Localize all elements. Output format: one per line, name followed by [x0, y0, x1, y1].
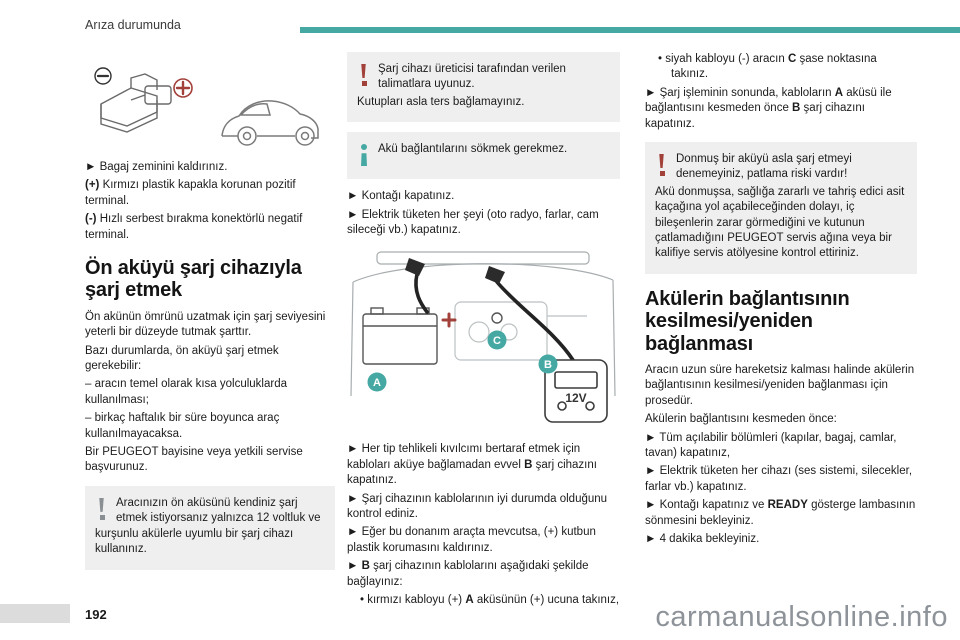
- charge-intro-2: Bazı durumlarda, ön aküyü şarj etmek gerekebilir:: [85, 344, 279, 373]
- instruction-remove-plastic-cover: ► Eğer bu donanım araçta mevcutsa, (+) kutbun plastik korumasını kaldırınız.: [347, 526, 596, 554]
- info-box-text: Akü bağlantılarını sökmek gerekmez.: [378, 143, 568, 156]
- column-middle: [347, 52, 620, 612]
- watermark: carmanualsonline.info: [655, 601, 948, 633]
- warning-icon: [359, 64, 369, 87]
- instruction-ready-lamp: ► Kontağı kapatınız ve READY gösterge lambasının sönmesini bekleyiniz.: [645, 499, 916, 527]
- caution-icon: [97, 498, 107, 521]
- negative-terminal-note: (-) Hızlı serbest bırakma konektörlü negatif terminal.: [85, 213, 303, 241]
- info-box-battery-leads: [347, 132, 620, 179]
- chapter-title: Arıza durumunda: [85, 18, 181, 32]
- instruction-close-openings: ► Tüm açılabilir bölümleri (kapılar, bagaj, camlar, tavan) kapatınız,: [645, 431, 897, 460]
- label-c: [488, 331, 507, 350]
- section-title-disconnect: Akülerin bağlantısının kesilmesi/yeniden bağlanması: [645, 287, 850, 355]
- instruction-wait-4-minutes: ► 4 dakika bekleyiniz.: [645, 533, 760, 546]
- note-box-charger-type: [85, 486, 335, 570]
- charger-voltage-label: 12V: [565, 391, 587, 406]
- section-title-charge: Ön aküyü şarj cihazıyla şarj etmek: [85, 257, 302, 302]
- car-outline: [222, 101, 318, 145]
- positive-terminal-note: (+) Kırmızı plastik kapakla korunan pozitif terminal.: [85, 179, 296, 207]
- column-left: [85, 52, 335, 580]
- instruction-check-cables: ► Şarj cihazının kablolarının iyi durumda olduğunu kontrol ediniz.: [347, 492, 608, 521]
- disconnect-intro: Aracın uzun süre hareketsiz kalması halinde akülerin bağlantısının kesilmesi/yeniden bağlanması için prosedür.: [645, 364, 915, 407]
- instruction-switch-off-consumers: ► Elektrik tüketen her şeyi (oto radyo, farlar, cam sileceği vb.) kapatınız.: [347, 208, 599, 237]
- minus-symbol: [95, 68, 111, 84]
- charge-reason-1: – aracın temel olarak kısa yolculuklarda kullanılması;: [85, 378, 287, 406]
- disconnect-before: Akülerin bağlantısını kesmeden önce:: [645, 413, 837, 426]
- battery-plus-symbol: [443, 314, 455, 326]
- charge-reason-2: – birkaç haftalık bir süre boyunca araç kullanılmayacaksa.: [85, 412, 280, 440]
- warning-box-frozen-battery: [645, 142, 917, 274]
- instruction-end-of-charge: ► Şarj işleminin sonunda, kabloların A aküsü ile bağlantısını kesmeden önce B şarj cihazını kapatınız.: [645, 86, 892, 130]
- frozen-warning-text-1: Donmuş bir aküyü asla şarj etmeyi denemeyiniz, patlama riski vardır!: [676, 153, 852, 181]
- svg-text:A: A: [373, 377, 381, 390]
- frozen-warning-text-2: Akü donmuşsa, sağlığa zararlı ve tahriş edici asit kaçağına yol açabileceğinden dolayı, iç bileşenlerin zarar görmediğini ve kutunun çatlamadığını PEUGEOT servis ağına veya bir kalifiye servis atölyesine kontrol ettiriniz.: [655, 185, 905, 260]
- page-number: 192: [85, 607, 107, 622]
- instruction-lift-boot-floor: ► Bagaj zeminini kaldırınız.: [85, 161, 228, 173]
- info-icon: [359, 144, 369, 167]
- svg-text:C: C: [493, 335, 501, 348]
- terminal-drawing: [101, 74, 171, 132]
- column-right: [645, 52, 917, 551]
- instruction-switch-off-devices: ► Elektrik tüketen her cihazı (ses sistemi, silecekler, farlar vb.) kapatınız.: [645, 465, 913, 493]
- warning-box-charger-instructions: [347, 52, 620, 122]
- instruction-connect-cables: ► B şarj cihazının kablolarını aşağıdaki şekilde bağlayınız:: [347, 560, 589, 588]
- battery-terminal-figure: [85, 52, 330, 152]
- earth-point: [492, 313, 502, 323]
- step-black-cable: • siyah kabloyu (-) aracın C şase noktasına takınız.: [658, 53, 877, 81]
- charging-procedure-figure: [347, 246, 619, 434]
- page-number-strip: [0, 604, 70, 623]
- warning-icon: [657, 154, 667, 177]
- svg-text:B: B: [544, 359, 552, 372]
- cable-clamps: [405, 258, 505, 284]
- warning-text-1: Şarj cihazı üreticisi tarafından verilen talimatlara uyunuz.: [378, 63, 566, 91]
- label-a: [368, 373, 387, 392]
- charge-intro-1: Ön akünün ömrünü uzatmak için şarj seviyesini yeterli bir düzeyde tutmak şarttır.: [85, 310, 326, 339]
- warning-text-2: Kutupları asla ters bağlamayınız.: [357, 95, 525, 108]
- battery-drawing: [363, 308, 437, 364]
- header-accent-bar: [300, 27, 960, 33]
- note-box-text: Aracınızın ön aküsünü kendiniz şarj etmek istiyorsanız yalnızca 12 voltluk ve kurşunlu akülerle uyumlu bir şarj cihazı kullanınız.: [95, 496, 321, 556]
- instruction-switch-off-charger: ► Her tip tehlikeli kıvılcımı bertaraf etmek için kabloları aküye bağlamadan evvel B şarj cihazını kapatınız.: [347, 443, 597, 487]
- step-red-cable: • kırmızı kabloyu (+) A aküsünün (+) ucuna takınız,: [360, 594, 620, 607]
- dealer-note: Bir PEUGEOT bayisine veya yetkili servise başvurunuz.: [85, 446, 303, 474]
- plus-symbol: [174, 79, 192, 97]
- instruction-ignition-off: ► Kontağı kapatınız.: [347, 190, 455, 203]
- label-b: [539, 355, 558, 374]
